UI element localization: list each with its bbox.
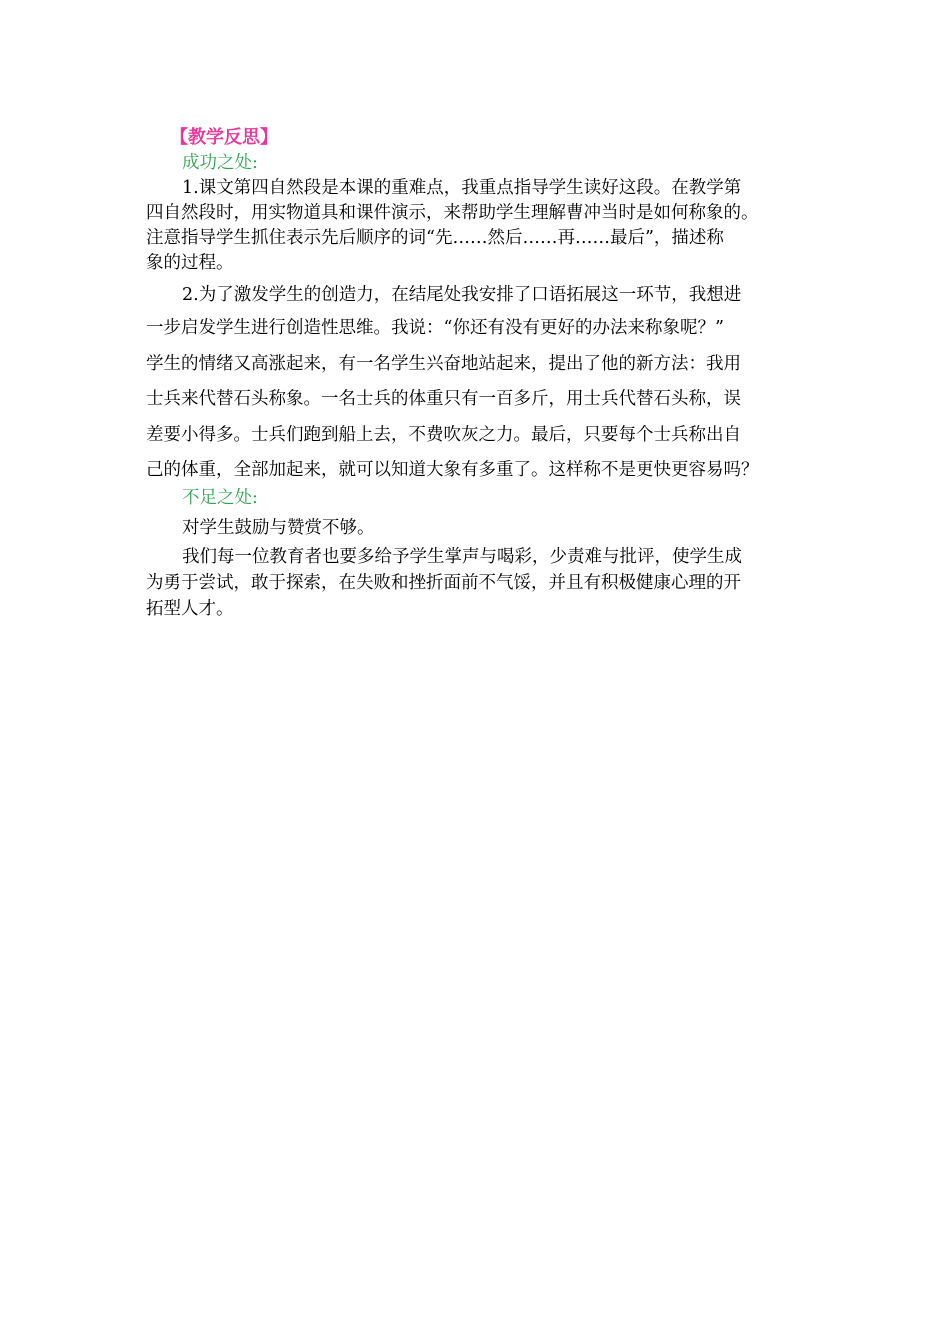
para2-line-1: 2.为了激发学生的创造力，在结尾处我安排了口语拓展这一环节，我想进 — [182, 285, 742, 305]
para3-line-1: 对学生鼓励与赞赏不够。 — [182, 518, 375, 538]
para4-line-2: 为勇于尝试，敢于探索，在失败和挫折面前不气馁，并且有积极健康心理的开 — [146, 573, 741, 593]
para2-line-4: 士兵来代替石头称象。一名士兵的体重只有一百多斤，用士兵代替石头称，误 — [146, 389, 741, 409]
para2-line-2: 一步启发学生进行创造性思维。我说：“你还有没有更好的办法来称象呢？” — [146, 318, 724, 338]
para2-line-5: 差要小得多。士兵们跑到船上去，不费吹灰之力。最后，只要每个士兵称出自 — [146, 425, 741, 445]
section-heading: 【教学反思】 — [170, 127, 278, 148]
para1-line-4: 象的过程。 — [146, 253, 234, 273]
deficiency-label: 不足之处: — [182, 488, 258, 508]
para1-line-1: 1.课文第四自然段是本课的重难点，我重点指导学生读好这段。在教学第 — [182, 178, 742, 198]
para1-line-2: 四自然段时，用实物道具和课件演示，来帮助学生理解曹冲当时是如何称象的。 — [146, 203, 759, 223]
para4-line-3: 拓型人才。 — [146, 599, 234, 619]
para2-line-3: 学生的情绪又高涨起来，有一名学生兴奋地站起来，提出了他的新方法：我用 — [146, 354, 741, 374]
para4-line-1: 我们每一位教育者也要多给予学生掌声与喝彩，少责难与批评，使学生成 — [182, 547, 742, 567]
success-label: 成功之处: — [182, 153, 258, 173]
para2-line-6: 己的体重，全部加起来，就可以知道大象有多重了。这样称不是更快更容易吗？ — [146, 460, 759, 480]
para1-line-3: 注意指导学生抓住表示先后顺序的词“先……然后……再……最后”，描述称 — [146, 228, 724, 248]
